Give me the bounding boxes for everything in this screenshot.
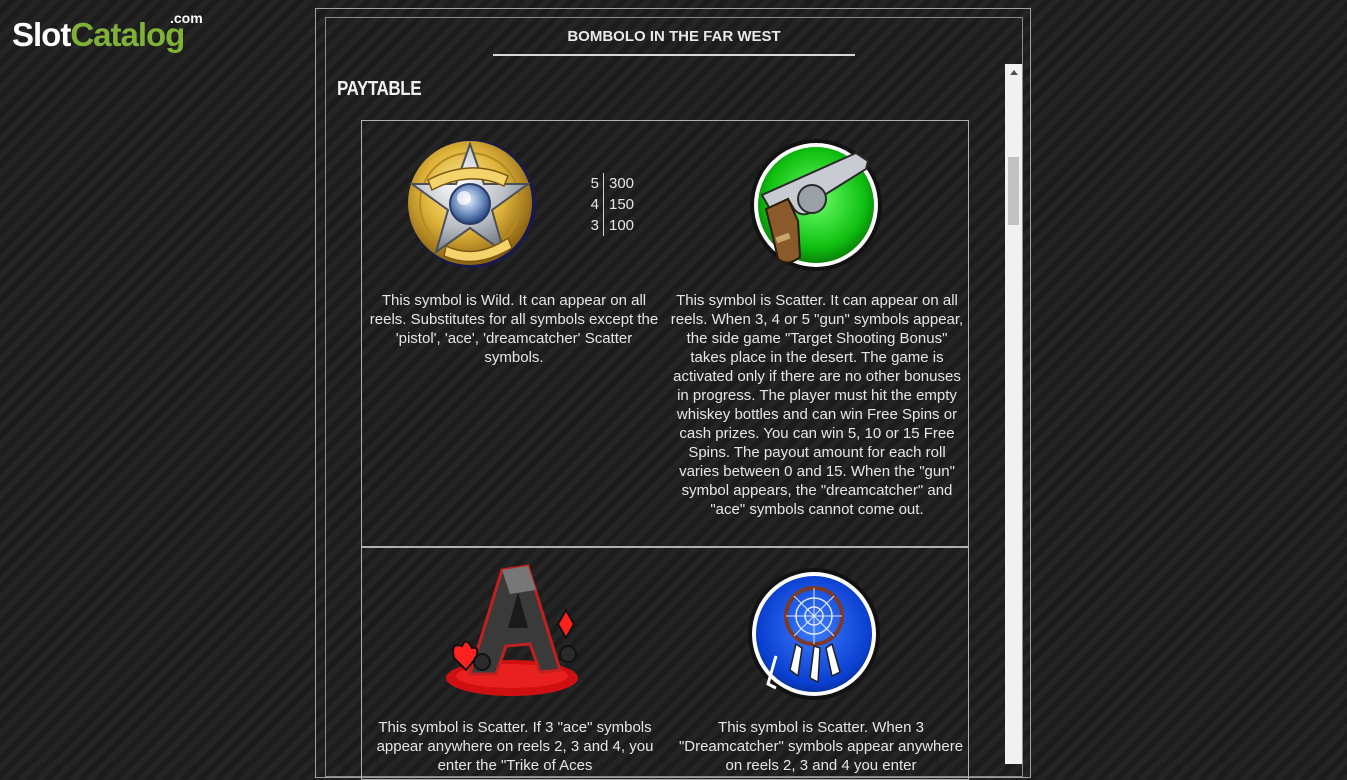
game-title: BOMBOLO IN THE FAR WEST	[567, 28, 781, 45]
scroll-up-arrow-icon[interactable]	[1010, 70, 1018, 75]
payout-row: 4 150	[585, 194, 634, 215]
dreamcatcher-icon	[746, 566, 882, 707]
payout-row: 3 100	[585, 215, 634, 236]
gun-symbol-description: This symbol is Scatter. It can appear on all reels. When 3, 4 or 5 "gun" symbols appear, the side game "Target Shooting Bonus" takes place in the desert. The game is activated only if there are no other bonuses in progress. The player must hit the empty whiskey bottles and can win Free Spins or cash prizes. You can win 5, 10 or 15 Free Spins. The payout amount for each roll varies between 0 and 15. When the "gun" symbol appears, the "dreamcatcher" and "ace" symbols cannot come out.	[670, 292, 964, 518]
slotcatalog-logo[interactable]	[12, 10, 212, 58]
paytable-row-divider	[361, 546, 969, 548]
wild-symbol-description: This symbol is Wild. It can appear on all reels. Substitutes for all symbols except the 'pistol', 'ace', 'dreamcatcher' Scatter symbols.	[369, 292, 659, 366]
logo-suffix: .com	[170, 10, 203, 26]
logo-text: SlotCatalog	[12, 16, 185, 53]
dreamcatcher-symbol-description: This symbol is Scatter. When 3 "Dreamcatcher" symbols appear anywhere on reels 2, 3 and 4 you enter	[678, 719, 964, 774]
sheriff-badge-icon	[404, 138, 540, 279]
revolver-icon	[748, 137, 884, 278]
paytable-heading: PAYTABLE	[337, 78, 422, 100]
payout-row: 5 300	[585, 173, 634, 194]
ace-card-icon	[440, 562, 582, 707]
title-divider	[493, 54, 855, 56]
wild-payout-table	[585, 173, 634, 236]
scroll-thumb[interactable]	[1008, 157, 1019, 225]
paytable-scrollbar[interactable]	[1005, 64, 1022, 764]
ace-symbol-description: This symbol is Scatter. If 3 "ace" symbols appear anywhere on reels 2, 3 and 4, you enter the "Trike of Aces	[376, 719, 654, 774]
